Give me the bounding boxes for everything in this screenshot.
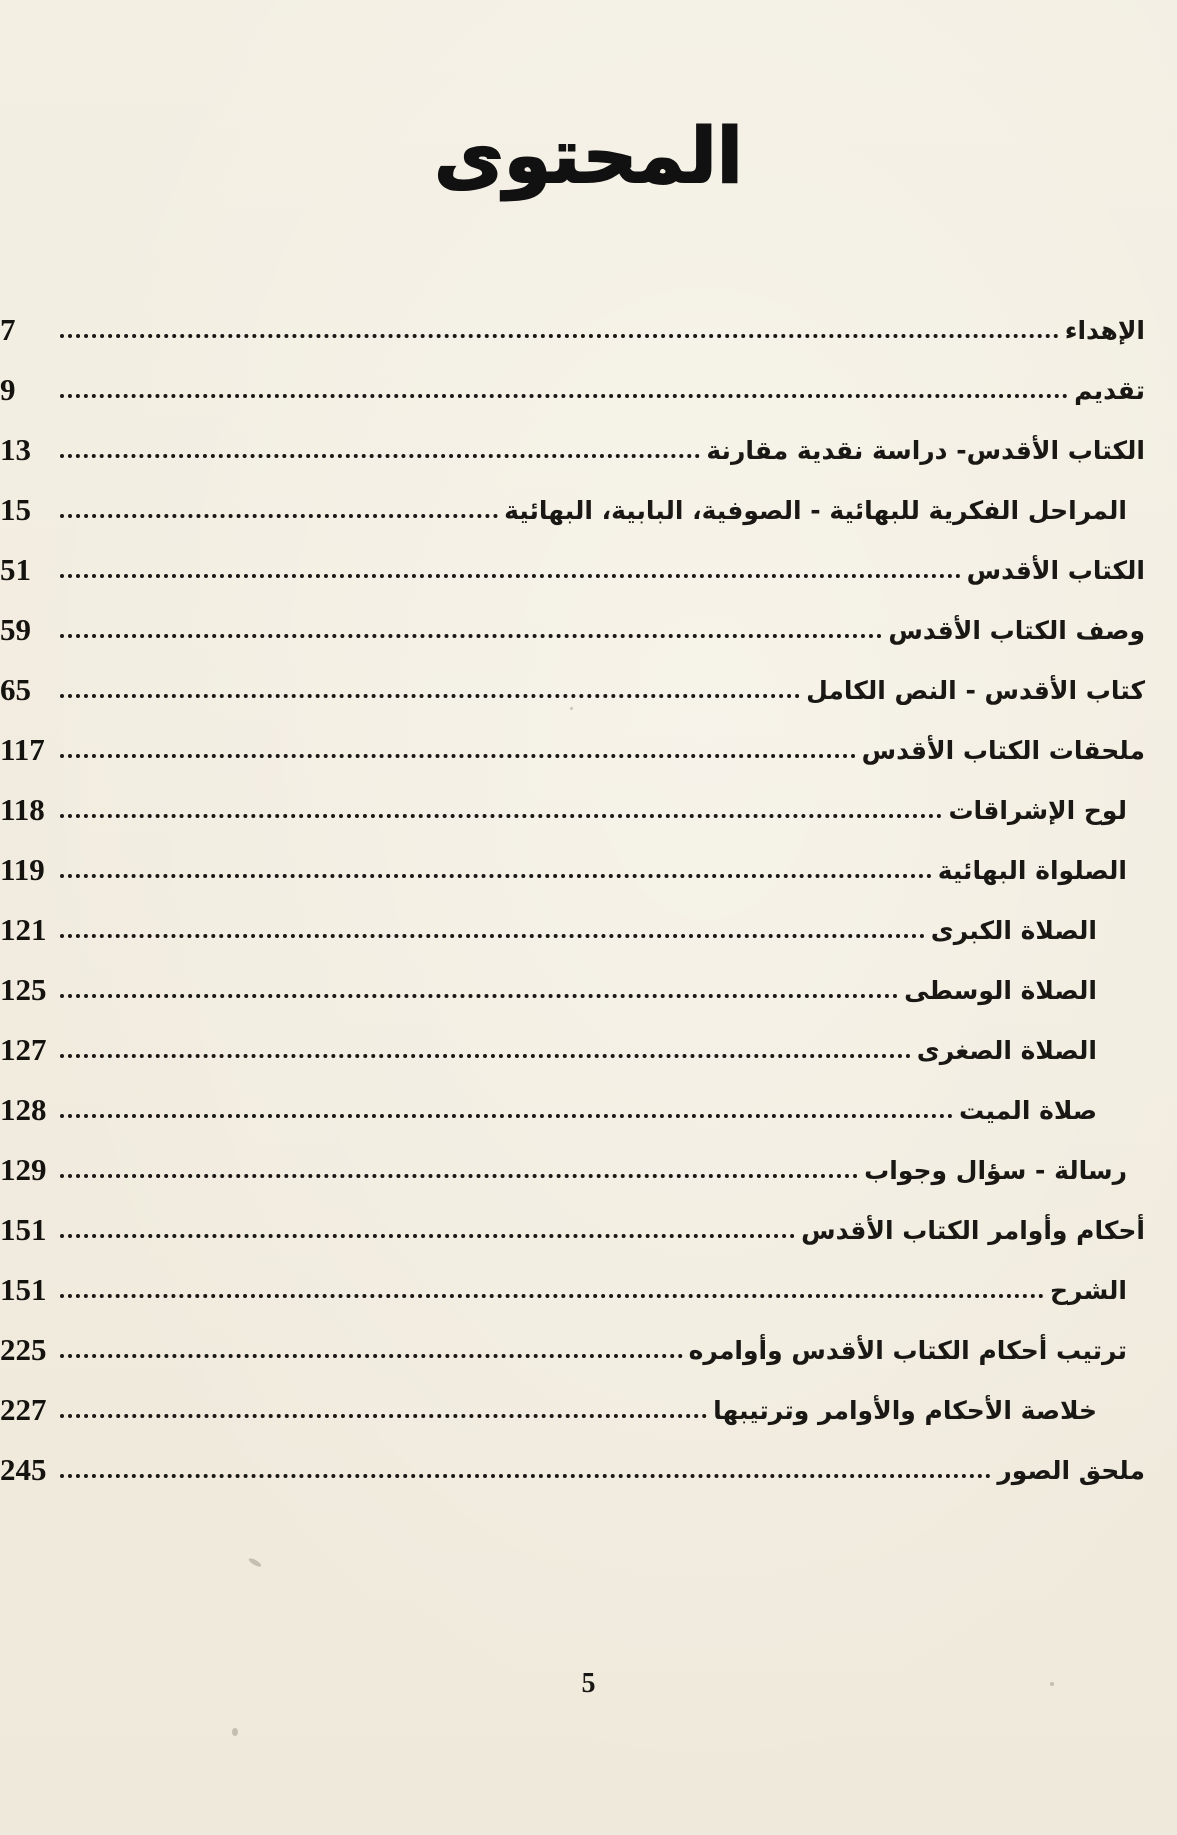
toc-entry-page: 59 bbox=[0, 612, 31, 647]
dot-leader bbox=[60, 1414, 707, 1418]
toc-entry-page: 7 bbox=[0, 312, 16, 347]
toc-entry-page: 15 bbox=[0, 492, 31, 527]
dot-leader bbox=[60, 934, 925, 938]
toc-entry-page: 121 bbox=[0, 912, 47, 947]
toc-entry-page: 151 bbox=[0, 1212, 47, 1247]
toc-entry bbox=[0, 660, 1177, 720]
dot-leader bbox=[60, 334, 1059, 338]
toc-entry-page: 227 bbox=[0, 1392, 47, 1427]
toc-entry-page: 127 bbox=[0, 1032, 47, 1067]
dot-leader bbox=[60, 394, 1068, 398]
toc-entry bbox=[0, 1260, 1177, 1320]
toc-entry-label: كتاب الأقدس - النص الكامل bbox=[806, 675, 1145, 705]
dot-leader bbox=[60, 514, 498, 518]
dot-leader bbox=[60, 874, 932, 878]
toc-entry-label: ملحقات الكتاب الأقدس bbox=[861, 735, 1145, 765]
toc-entry-page: 51 bbox=[0, 552, 31, 587]
toc-entry-page: 128 bbox=[0, 1092, 47, 1127]
toc-entry bbox=[0, 960, 1177, 1020]
toc-entry-page: 129 bbox=[0, 1152, 47, 1187]
toc-entry-label: لوح الإشراقات bbox=[948, 795, 1127, 825]
paper-speck bbox=[232, 1728, 238, 1736]
toc-entry bbox=[0, 1440, 1177, 1500]
toc-entry bbox=[0, 900, 1177, 960]
toc-entry-label: الصلاة الوسطى bbox=[904, 975, 1097, 1005]
toc-entry-page: 9 bbox=[0, 372, 16, 407]
toc-entry-page: 118 bbox=[0, 792, 45, 827]
dot-leader bbox=[60, 1474, 991, 1478]
dot-leader bbox=[60, 634, 882, 638]
toc-entry bbox=[0, 300, 1177, 360]
dot-leader bbox=[60, 1234, 795, 1238]
toc-entry-page: 119 bbox=[0, 852, 45, 887]
dot-leader bbox=[60, 1174, 858, 1178]
toc-entry-label: المراحل الفكرية للبهائية - الصوفية، البابية، البهائية bbox=[504, 495, 1127, 525]
toc-entry-page: 245 bbox=[0, 1452, 47, 1487]
dot-leader bbox=[60, 454, 700, 458]
dot-leader bbox=[60, 1054, 911, 1058]
toc-entry bbox=[0, 1140, 1177, 1200]
toc-entry-page: 65 bbox=[0, 672, 31, 707]
toc-entry-label: صلاة الميت bbox=[959, 1095, 1097, 1125]
dot-leader bbox=[60, 814, 942, 818]
paper-speck bbox=[1050, 1682, 1054, 1686]
dot-leader bbox=[60, 994, 898, 998]
page-number: 5 bbox=[581, 1668, 596, 1699]
toc-entry bbox=[0, 780, 1177, 840]
toc-entry-page: 117 bbox=[0, 732, 45, 767]
dot-leader bbox=[60, 574, 961, 578]
toc-entry-label: الكتاب الأقدس- دراسة نقدية مقارنة bbox=[706, 435, 1145, 465]
table-of-contents bbox=[0, 300, 1177, 1500]
toc-entry-label: ترتيب أحكام الكتاب الأقدس وأوامره bbox=[688, 1335, 1127, 1365]
toc-entry-label: الإهداء bbox=[1064, 315, 1145, 345]
dot-leader bbox=[60, 1114, 953, 1118]
toc-entry-label: الصلاة الكبرى bbox=[930, 915, 1097, 945]
toc-entry-label: الشرح bbox=[1050, 1275, 1127, 1305]
toc-entry-label: تقديم bbox=[1074, 375, 1145, 405]
toc-entry bbox=[0, 1080, 1177, 1140]
toc-entry bbox=[0, 1200, 1177, 1260]
toc-entry-page: 151 bbox=[0, 1272, 47, 1307]
toc-entry bbox=[0, 540, 1177, 600]
toc-entry-label: الكتاب الأقدس bbox=[966, 555, 1145, 585]
toc-entry-label: أحكام وأوامر الكتاب الأقدس bbox=[801, 1215, 1145, 1245]
dot-leader bbox=[60, 694, 800, 698]
toc-entry-label: رسالة - سؤال وجواب bbox=[864, 1155, 1127, 1185]
toc-entry-label: خلاصة الأحكام والأوامر وترتيبها bbox=[713, 1395, 1097, 1425]
toc-entry-label: ملحق الصور bbox=[997, 1455, 1145, 1485]
toc-entry bbox=[0, 1380, 1177, 1440]
page-title: المحتوى bbox=[434, 111, 743, 200]
toc-entry-page: 13 bbox=[0, 432, 31, 467]
toc-entry bbox=[0, 480, 1177, 540]
dot-leader bbox=[60, 1354, 683, 1358]
toc-entry-label: الصلاة الصغرى bbox=[916, 1035, 1097, 1065]
toc-entry-page: 225 bbox=[0, 1332, 47, 1367]
dot-leader bbox=[60, 1294, 1044, 1298]
toc-entry bbox=[0, 720, 1177, 780]
toc-entry bbox=[0, 420, 1177, 480]
toc-entry-page: 125 bbox=[0, 972, 47, 1007]
toc-entry-label: وصف الكتاب الأقدس bbox=[888, 615, 1145, 645]
paper-speck bbox=[248, 1557, 263, 1568]
paper-speck bbox=[570, 707, 573, 710]
toc-entry-label: الصلواة البهائية bbox=[937, 855, 1127, 885]
dot-leader bbox=[60, 754, 856, 758]
toc-entry bbox=[0, 1020, 1177, 1080]
toc-entry bbox=[0, 360, 1177, 420]
toc-entry bbox=[0, 1320, 1177, 1380]
toc-entry bbox=[0, 600, 1177, 660]
toc-entry bbox=[0, 840, 1177, 900]
